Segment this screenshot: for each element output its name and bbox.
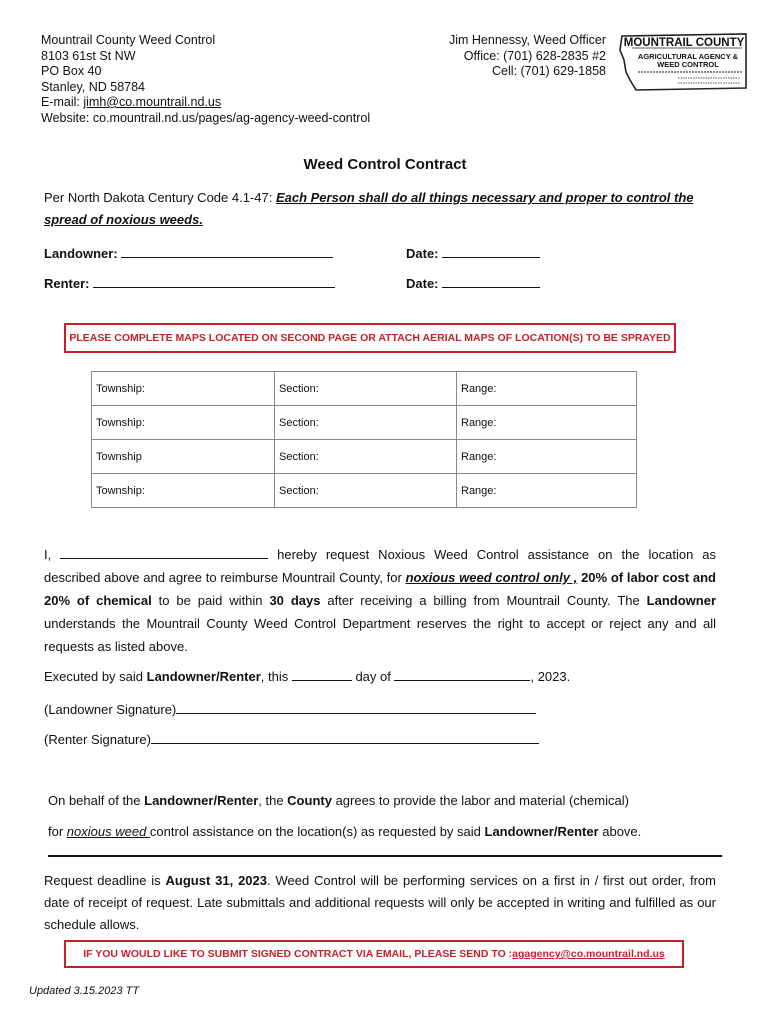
landowner-field: Landowner: bbox=[44, 245, 333, 261]
township-cell[interactable]: Township: bbox=[92, 474, 275, 508]
table-row bbox=[92, 406, 637, 440]
email-line: E-mail: jimh@co.mountrail.nd.us bbox=[41, 95, 222, 109]
website-line: Website: co.mountrail.nd.us/pages/ag-agency-weed-control bbox=[41, 110, 371, 125]
address-line: PO Box 40 bbox=[41, 64, 102, 78]
officer-contact-block bbox=[446, 33, 606, 80]
logo-sub2: WEED CONTROL bbox=[657, 60, 719, 69]
requester-name-line[interactable] bbox=[60, 546, 268, 559]
noxious-weed-emphasis: noxious weed control only , bbox=[405, 570, 578, 585]
landowner-input-line[interactable] bbox=[121, 245, 333, 258]
renter-signature-line[interactable] bbox=[151, 731, 539, 744]
updated-footer: Updated 3.15.2023 TT bbox=[29, 985, 140, 997]
agency-email-link[interactable]: agagency@co.mountrail.nd.us bbox=[512, 948, 665, 960]
address-line: Stanley, ND 58784 bbox=[41, 79, 145, 94]
century-code-statement: Per North Dakota Century Code 4.1-47: Each Person shall do all things necessary and proper to control the spread of noxious weeds. bbox=[44, 190, 694, 227]
maps-notice-box: PLEASE COMPLETE MAPS LOCATED ON SECOND PAGE OR ATTACH AERIAL MAPS OF LOCATION(S) TO BE SPRAYED bbox=[64, 323, 676, 353]
range-cell[interactable]: Range: bbox=[457, 406, 637, 440]
section-cell[interactable]: Section: bbox=[275, 440, 457, 474]
deadline-paragraph: Request deadline is August 31, 2023. Weed Control will be performing services on a first in / first out order, from date of receipt of request. Late submittals and additional requests will only be accepted in writing and fulfilled as our schedule allows. bbox=[44, 873, 716, 932]
section-divider bbox=[48, 855, 722, 857]
executed-line: Executed by said Landowner/Renter, this day of , 2023. bbox=[44, 669, 571, 684]
table-row bbox=[92, 440, 637, 474]
county-agreement-line-1: On behalf of the Landowner/Renter, the County agrees to provide the labor and material (chemical) bbox=[48, 793, 629, 808]
range-cell[interactable]: Range: bbox=[457, 440, 637, 474]
location-table bbox=[91, 371, 637, 508]
range-cell[interactable]: Range: bbox=[457, 474, 637, 508]
landowner-date-input-line[interactable] bbox=[442, 245, 540, 258]
renter-date-input-line[interactable] bbox=[442, 275, 540, 288]
township-cell[interactable]: Township: bbox=[92, 406, 275, 440]
section-cell[interactable]: Section: bbox=[275, 474, 457, 508]
request-paragraph: I, hereby request Noxious Weed Control assistance on the location as described above and agree to reimburse Mountrail County, for noxious weed control only , 20% of labor cost and 20% of chemical to be paid within 30 days after receiving a billing from Mountrail County. The Landowner understands the Mountrail County Weed Control Department reserves the right to accept or reject any and all requests as listed above. bbox=[44, 547, 717, 654]
contract-title: Weed Control Contract bbox=[303, 156, 467, 173]
range-cell[interactable]: Range: bbox=[457, 372, 637, 406]
table-row bbox=[92, 372, 637, 406]
renter-signature-field: (Renter Signature) bbox=[44, 731, 539, 747]
table-row bbox=[92, 474, 637, 508]
county-address-block bbox=[41, 33, 370, 126]
statute-emphasis: Each Person shall do all things necessary and proper to control the spread of noxious weeds. bbox=[44, 190, 694, 227]
landowner-signature-line[interactable] bbox=[176, 701, 536, 714]
address-line: 8103 61st St NW bbox=[41, 48, 136, 63]
renter-field: Renter: bbox=[44, 275, 335, 291]
section-cell[interactable]: Section: bbox=[275, 406, 457, 440]
office-phone: Office: (701) 628-2835 #2 bbox=[463, 48, 606, 63]
cell-phone: Cell: (701) 629-1858 bbox=[492, 64, 606, 78]
township-cell[interactable]: Township: bbox=[92, 372, 275, 406]
email-submission-notice: IF YOU WOULD LIKE TO SUBMIT SIGNED CONTRACT VIA EMAIL, PLEASE SEND TO : agagency@co.mountrail.nd.us bbox=[64, 940, 684, 968]
logo-sub1: AGRICULTURAL AGENCY & bbox=[637, 52, 739, 61]
county-agreement-line-2: for noxious weed control assistance on the location(s) as requested by said Landowner/Renter above. bbox=[48, 824, 642, 839]
township-cell[interactable]: Township bbox=[92, 440, 275, 474]
landowner-date-field: Date: bbox=[406, 245, 540, 261]
officer-name: Jim Hennessy, Weed Officer bbox=[448, 33, 606, 47]
section-cell[interactable]: Section: bbox=[275, 372, 457, 406]
logo-title: MOUNTRAIL COUNTY bbox=[623, 37, 745, 49]
mountrail-county-logo bbox=[618, 30, 750, 94]
landowner-signature-field: (Landowner Signature) bbox=[44, 701, 536, 717]
execution-day-line[interactable] bbox=[292, 668, 352, 681]
renter-date-field: Date: bbox=[406, 275, 540, 291]
renter-input-line[interactable] bbox=[93, 275, 335, 288]
execution-month-line[interactable] bbox=[394, 668, 530, 681]
address-line: Mountrail County Weed Control bbox=[41, 33, 216, 47]
contact-email-link[interactable]: jimh@co.mountrail.nd.us bbox=[83, 95, 222, 109]
